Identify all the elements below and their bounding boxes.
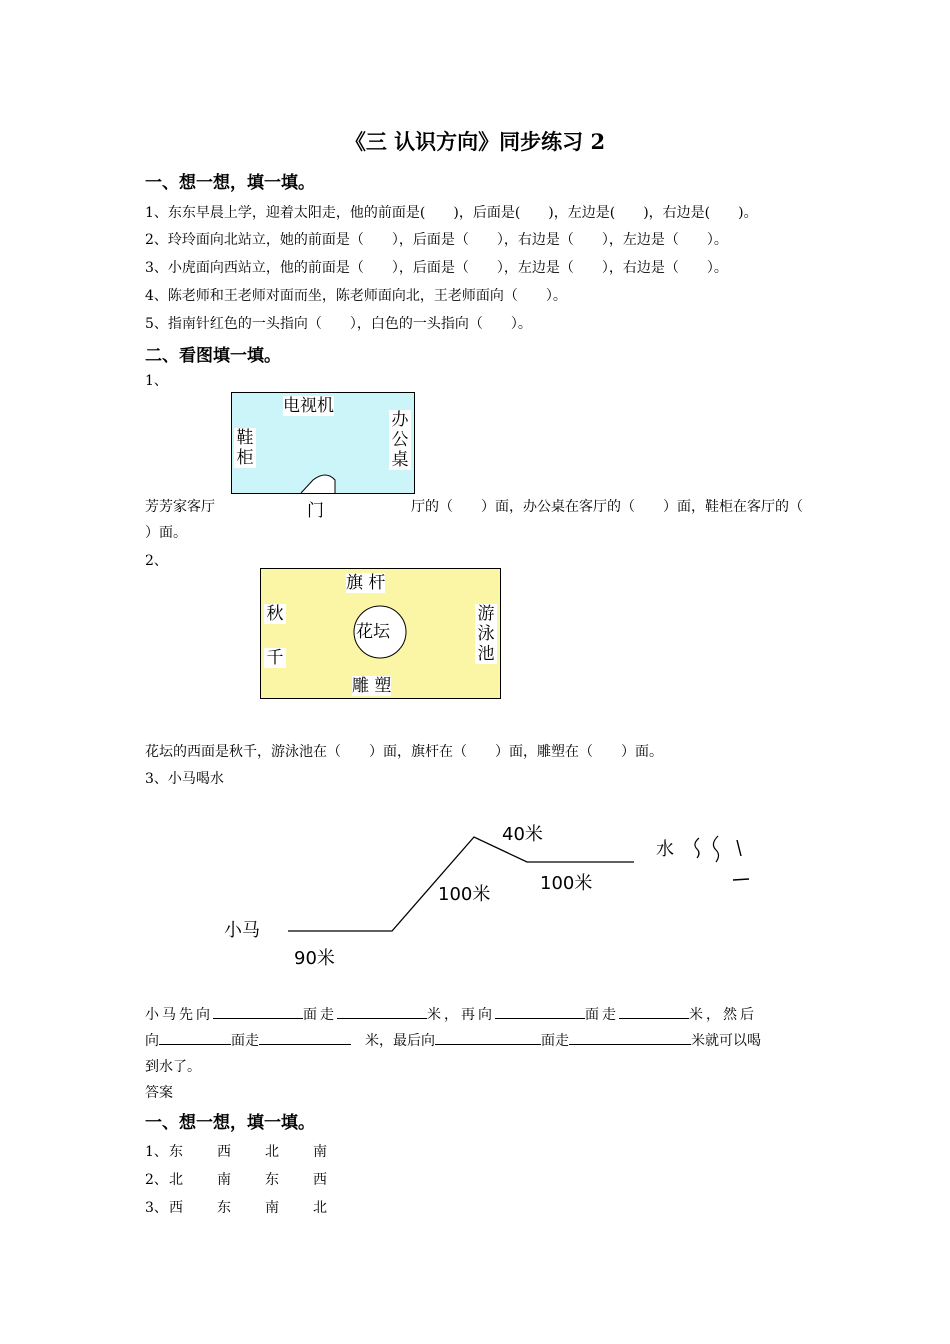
answer-row: 1、东 西 北 南 xyxy=(145,1144,327,1160)
question-line: 4、陈老师和王老师对面而坐，陈老师面向北，王老师面向（ ）。 xyxy=(145,288,567,304)
answer-blank[interactable] xyxy=(619,1004,689,1019)
flagpole-label: 旗 杆 xyxy=(346,573,386,593)
tv-label: 电视机 xyxy=(283,396,334,416)
page-title: 《三 认识方向》同步练习 2 xyxy=(344,129,606,154)
swing-label-bottom: 千 xyxy=(264,648,286,668)
answer-row: 2、北 南 东 西 xyxy=(145,1172,327,1188)
question-title: 3、小马喝水 xyxy=(145,771,224,787)
section2-heading: 二、看图填一填。 xyxy=(145,346,281,366)
pool-label: 游泳池 xyxy=(475,604,497,664)
answer-blank[interactable] xyxy=(159,1030,231,1045)
question-line: 1、东东早晨上学，迎着太阳走，他的前面是( )，后面是( )，左边是( )，右边是( )。 xyxy=(145,205,758,221)
water-mark xyxy=(695,838,699,858)
swing-label-top: 秋 xyxy=(264,604,286,624)
fill-line: 小马先向 面走 米，再向 面走 米，然后 xyxy=(145,1004,757,1024)
answer-blank[interactable] xyxy=(259,1030,351,1045)
answer-blank[interactable] xyxy=(569,1030,691,1045)
answer-blank[interactable] xyxy=(495,1004,585,1019)
answer-label: 答案 xyxy=(145,1085,173,1101)
segment-label: 100米 xyxy=(540,873,593,894)
question-line: 5、指南针红色的一头指向（ ），白色的一头指向（ ）。 xyxy=(145,316,532,332)
segment-label: 100米 xyxy=(438,884,491,905)
schoolyard-diagram xyxy=(260,568,502,700)
flowerbed-label: 花坛 xyxy=(356,622,390,642)
section1-heading: 一、想一想，填一填。 xyxy=(145,173,315,193)
water-label: 水 xyxy=(656,839,674,860)
shoe-cabinet-label: 鞋柜 xyxy=(234,428,256,468)
fill-line: 向 面走 米，最后向 面走 米就可以喝 xyxy=(145,1030,761,1050)
door-label: 门 xyxy=(307,501,324,521)
question-line: 2、玲玲面向北站立，她的前面是（ ），后面是（ ），右边是（ ），左边是（ ）。 xyxy=(145,232,728,248)
answer-blank[interactable] xyxy=(337,1004,427,1019)
question-number: 1、 xyxy=(145,373,168,389)
question-line: 芳芳家客厅 xyxy=(145,499,215,515)
horse-label: 小马 xyxy=(224,920,260,941)
segment-label: 40米 xyxy=(502,824,543,845)
desk-label: 办公桌 xyxy=(389,410,411,470)
question-line: 3、小虎面向西站立，他的前面是（ ），后面是（ ），左边是（ ），右边是（ ）。 xyxy=(145,260,728,276)
answers-heading: 一、想一想，填一填。 xyxy=(145,1113,315,1133)
sculpture-label: 雕 塑 xyxy=(352,676,392,696)
answer-row: 3、西 东 南 北 xyxy=(145,1200,327,1216)
living-room-diagram xyxy=(231,392,415,496)
water-mark xyxy=(733,879,749,880)
water-mark xyxy=(713,836,718,862)
question-number: 2、 xyxy=(145,553,168,569)
answer-blank[interactable] xyxy=(213,1004,303,1019)
question-line: 厅的（ ）面，办公桌在客厅的（ ）面，鞋柜在客厅的（ xyxy=(411,499,803,515)
segment-label: 90米 xyxy=(294,948,335,969)
fill-line-end: 到水了。 xyxy=(145,1059,201,1075)
question-line: ）面。 xyxy=(145,525,187,541)
water-mark xyxy=(737,840,741,856)
question-line: 花坛的西面是秋千，游泳池在（ ）面，旗杆在（ ）面，雕塑在（ ）面。 xyxy=(145,744,663,760)
answer-blank[interactable] xyxy=(435,1030,541,1045)
